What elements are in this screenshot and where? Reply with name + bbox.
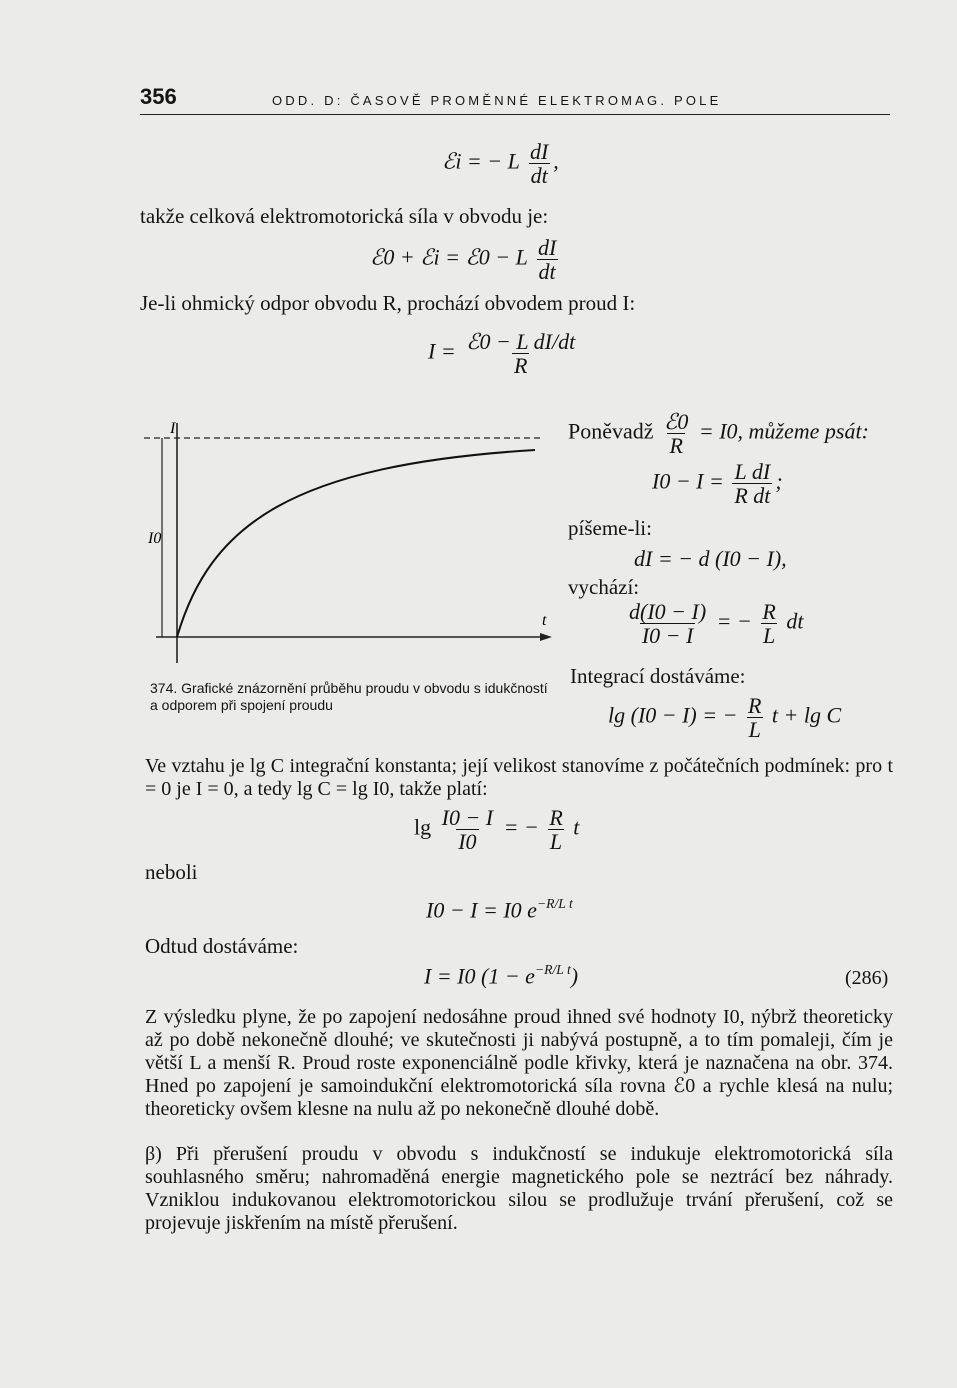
eq3-num: ℰ0 − L dI/dt [466,329,576,354]
label-t: t [542,612,547,629]
figure-374-graph [140,415,560,670]
running-header: ODD. D: ČASOVĚ PROMĚNNÉ ELEKTROMAG. POLE [272,93,722,108]
header-rule [140,114,890,115]
eq9-num2: R [549,805,563,830]
eq10-exponent: −R/L t [536,896,573,911]
equation-286 [424,962,578,990]
eq3-lhs: I = [428,338,456,364]
equation-log-ratio [414,806,579,853]
text-line-7: Odtud dostáváme: [145,934,299,958]
text-line-2: Je-li ohmický odpor obvodu R, prochází obvodem proud I: [140,291,636,315]
paragraph-result: Z výsledku plyne, že po zapojení nedosáhne proud ihned své hodnoty I0, nýbrž theoreticky až po době nekonečně dlouhé; ve skutečnosti ji nabývá postupně, a to tím pomaleji, čím je větší L a menší R. Proud roste exponenciálně podle křivky, která je naznačena na obr. 374. Hned po zapojení je samoindukční elektromotorická síla rovna ℰ0 a rychle klesá na nulu; theoreticky ovšem klesne na nulu až po nekonečně dlouhé době. [145,1006,893,1120]
eq11-exponent: −R/L t [534,962,571,977]
current-curve [177,450,535,637]
eq11-body: I = I0 (1 − e [424,963,535,989]
eq7-den: I0 − I [641,623,694,649]
equation-self-induced-emf [442,140,559,187]
eq9-mid: = − [503,814,539,840]
eq8-num: R [747,693,762,718]
text-line-3: píšeme-li: [568,516,652,540]
eq9-tail: t [573,814,580,840]
equation-substitution: dI = − d (I0 − I), [634,546,787,571]
eq7-den2: L [762,623,776,649]
eq3-den: R [513,353,528,379]
eq2-num: dI [537,235,557,260]
equation-since [568,410,869,457]
x-axis-arrow [540,633,552,641]
eq9-lhs: lg [414,814,432,840]
equation-number: (286) [845,967,889,989]
eq5-tail: ; [775,468,783,494]
label-I: I [170,420,176,437]
figure-caption: 374. Grafické znázornění průběhu proudu v obvodu s idukčností a odporem při spojení proudu [150,680,548,713]
eq7-tail: dt [786,608,804,634]
eq4-num: ℰ0 [664,409,689,434]
eq4-tail: = I0, můžeme psát: [698,418,869,444]
equation-separated [624,600,803,647]
eq5-lhs: I0 − I = [652,468,724,494]
eq8-tail: t + lg C [771,702,842,728]
equation-current [428,330,580,377]
equation-difference [652,460,783,507]
eq1-den: dt [530,163,548,189]
label-I0: I0 [148,530,162,547]
eq8-lhs: lg (I0 − I) = − [608,702,738,728]
text-line-1: takže celková elektromotorická síla v obvodu je: [140,204,549,228]
equation-exponential [426,896,573,924]
eq10-body: I0 − I = I0 e [426,897,537,923]
eq4-text: Poněvadž [568,418,654,444]
eq7-mid: = − [716,608,752,634]
paragraph-interruption: β) Při přerušení proudu v obvodu s indukčností se indukuje elektromotorická síla souhlasného směru; nahromaděná energie magnetického pole se neztrácí bez náhrady. Vzniklou indukovanou elektromotorickou silou se prodlužuje trvání přerušení, což se projevuje jiskřením na místě přerušení. [145,1143,893,1234]
eq1-tail: , [553,148,559,174]
eq5-num: L dI [734,459,771,484]
eq1-lhs: ℰi = − L [442,148,520,174]
eq9-num: I0 − I [441,805,494,830]
eq7-num2: R [762,599,776,624]
eq9-den2: L [549,829,563,855]
eq4-den: R [669,433,683,459]
page-number: 356 [140,84,177,109]
eq8-den: L [748,717,761,743]
equation-total-emf [370,236,561,283]
eq1-num: dI [529,139,549,164]
eq2-den: dt [538,259,556,285]
eq2-lhs: ℰ0 + ℰi = ℰ0 − L [370,244,528,270]
text-line-5: Integrací dostáváme: [570,664,746,688]
eq11-close: ) [570,963,579,989]
text-line-4: vychází: [568,575,640,599]
eq5-den: R dt [734,483,771,509]
eq7-num: d(I0 − I) [629,599,707,624]
text-line-6: neboli [145,860,198,884]
eq9-den: I0 [458,829,477,855]
paragraph-constant: Ve vztahu je lg C integrační konstanta; její velikost stanovíme z počátečních podmínek: pro t = 0 je I = 0, a tedy lg C = lg I0, takže platí: [145,755,893,800]
equation-integrated [608,694,841,741]
